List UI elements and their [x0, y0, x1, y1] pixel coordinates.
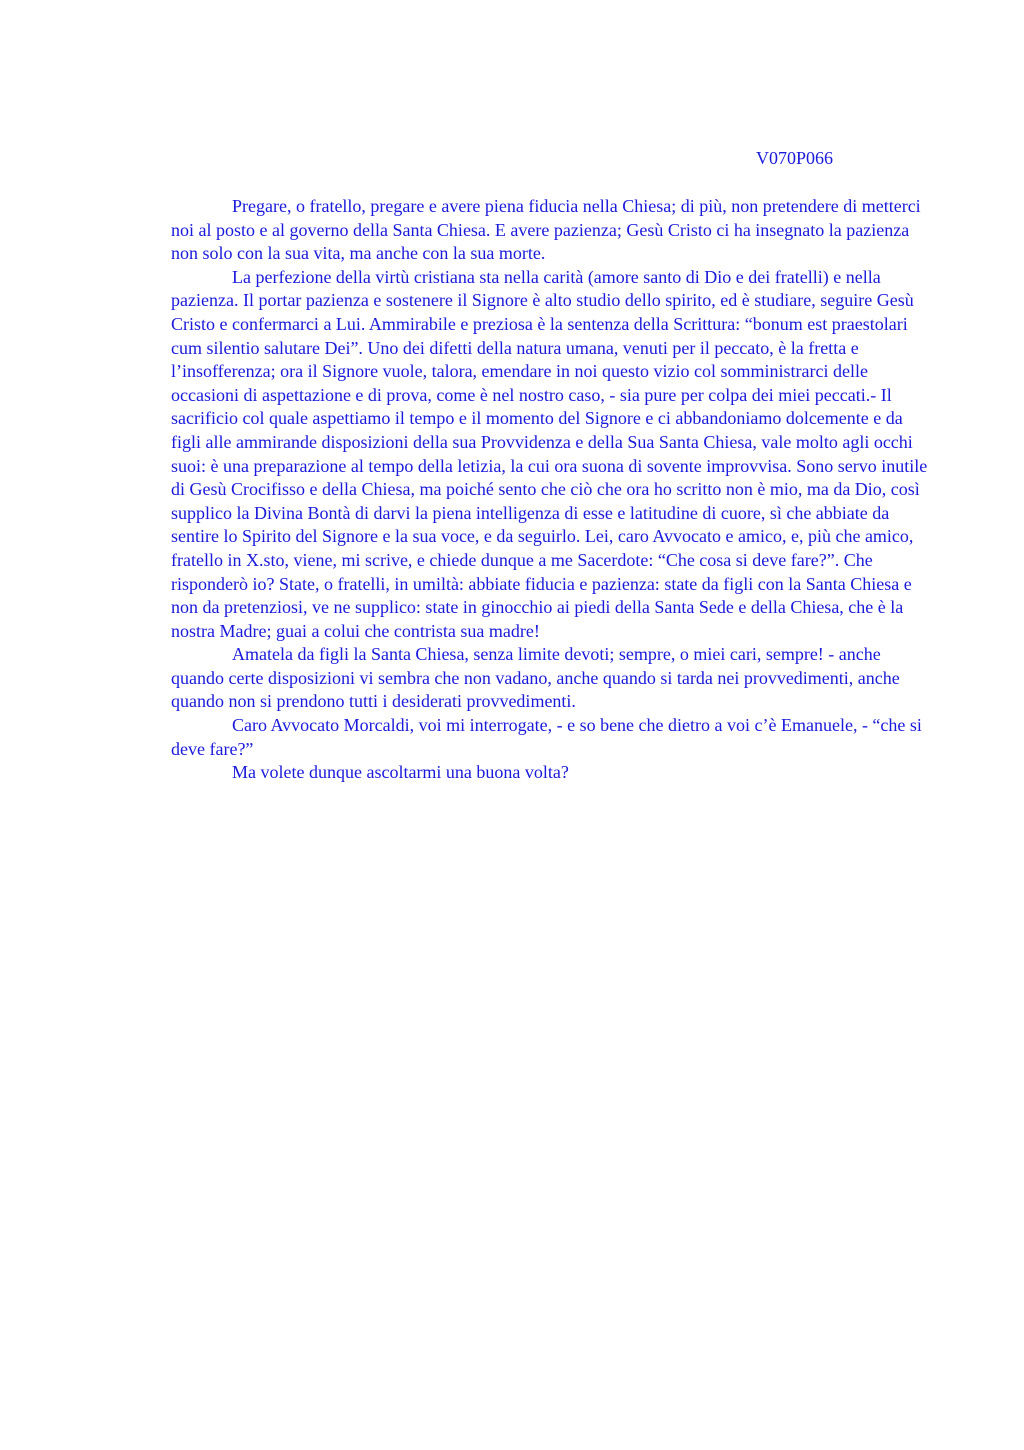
paragraph-1: Pregare, o fratello, pregare e avere piena fiducia nella Chiesa; di più, non pretendere di metterci noi al posto e al governo della Santa Chiesa. E avere pazienza; Gesù Cristo ci ha insegnato la pazienza non solo con la sua vita, ma anche con la sua morte.: [171, 196, 921, 264]
paragraph-4: Caro Avvocato Morcaldi, voi mi interrogate, - e so bene che dietro a voi c’è Emanuele, - “che si deve fare?”: [171, 715, 922, 759]
document-body: [171, 195, 931, 785]
document-id: V070P066: [756, 148, 834, 168]
paragraph-5: Ma volete dunque ascoltarmi una buona volta?: [232, 762, 569, 783]
paragraph-2: La perfezione della virtù cristiana sta nella carità (amore santo di Dio e dei fratelli) e nella pazienza. Il portar pazienza e sostenere il Signore è alto studio dello spirito, ed è studiare, seguire Gesù Cristo e confermarci a Lui. Ammirabile e preziosa è la sentenza della Scrittura: “bonum est praestolari cum silentio salutare Dei”. Uno dei difetti della natura umana, venuti per il peccato, è la fretta e l’insofferenza; ora il Signore vuole, talora, emendare in noi questo vizio col somministrarci delle occasioni di aspettazione e di prova, come è nel nostro caso, - sia pure per colpa dei miei peccati.- Il sacrificio col quale aspettiamo il tempo e il momento del Signore e ci abbandoniamo dolcemente e da figli alle ammirande disposizioni della sua Provvidenza e della Sua Santa Chiesa, vale molto agli occhi suoi: è una preparazione al tempo della letizia, la cui ora suona di sovente improvvisa. Sono servo inutile di Gesù Crocifisso e della Chiesa, ma poiché sento che ciò che ora ho scritto non è mio, ma da Dio, così supplico la Divina Bontà di darvi la piena intelligenza di esse e latitudine di cuore, sì che abbiate da sentire lo Spirito del Signore e la sua voce, e da seguirlo. Lei, caro Avvocato e amico, e, più che amico, fratello in X.sto, viene, mi scrive, e chiede dunque a me Sacerdote: “Che cosa si deve fare?”. Che risponderò io? State, o fratelli, in umiltà: abbiate fiducia e pazienza: state da figli con la Santa Chiesa e non da pretenziosi, ve ne supplico: state in ginocchio ai piedi della Santa Sede e della Chiesa, che è la nostra Madre; guai a colui che contrista sua madre!: [171, 266, 928, 641]
paragraph-3: Amatela da figli la Santa Chiesa, senza limite devoti; sempre, o miei cari, sempre! - anche quando certe disposizioni vi sembra che non vadano, anche quando si tarda nei provvedimenti, anche quando non si prendono tutti i desiderati provvedimenti.: [171, 644, 900, 712]
